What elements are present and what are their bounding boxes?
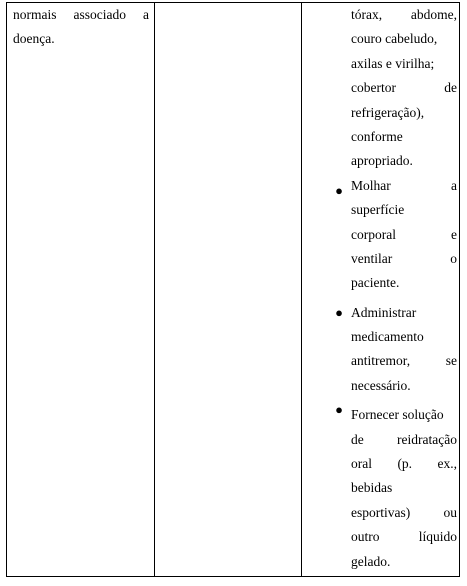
word: couro cabeludo, <box>351 31 438 47</box>
word: cobertor <box>351 80 396 96</box>
word: de <box>444 80 457 96</box>
left-cell-line-2: doença. <box>13 31 55 47</box>
word: corporal <box>351 226 396 242</box>
word: medicamento <box>351 329 424 345</box>
bullet-3-line <box>351 525 457 549</box>
word: Fornecer solução <box>351 407 444 423</box>
word: superfície <box>351 202 405 218</box>
word: refrigeração), <box>351 104 425 120</box>
continued-line <box>351 52 457 76</box>
word: antitremor, <box>351 353 411 369</box>
word: axilas e virilha; <box>351 55 435 71</box>
continued-line <box>351 101 457 125</box>
bullet-1-line <box>351 198 457 222</box>
word: associado <box>73 7 126 22</box>
bullet-3-line <box>351 501 457 525</box>
bullet-3-line <box>351 452 457 476</box>
bullet-3-line <box>351 550 457 574</box>
bullet-2-line <box>351 374 457 398</box>
bullet-2-line <box>351 325 457 349</box>
word: necessário. <box>351 377 411 393</box>
bullet-1-line <box>351 223 457 247</box>
word: Molhar <box>351 177 391 193</box>
bullet-3-line <box>351 428 457 452</box>
word: e <box>451 226 457 242</box>
word: a <box>142 7 149 22</box>
bullet-dot-icon: ● <box>335 304 343 320</box>
word: (p. <box>397 456 413 472</box>
word: tórax, <box>351 7 383 22</box>
word: bebidas <box>351 480 393 496</box>
word: líquido <box>418 529 457 545</box>
left-cell-line-1 <box>13 3 149 27</box>
word: apropriado. <box>351 153 413 169</box>
word: normais <box>13 7 57 22</box>
bullet-1-line <box>351 174 457 198</box>
right-cell-text <box>351 3 457 579</box>
word: outro <box>351 529 380 545</box>
bullet-2-line <box>351 349 457 373</box>
bullet-1-line <box>351 247 457 271</box>
word: gelado. <box>351 553 391 569</box>
bullet-3-line <box>351 476 457 500</box>
word: se <box>445 353 457 369</box>
left-cell-text <box>13 3 149 52</box>
word: ou <box>443 504 457 520</box>
word: esportivas) <box>351 504 411 520</box>
word: Administrar <box>351 304 417 320</box>
bullet-dot-icon: ● <box>335 402 343 418</box>
word: reidratação <box>397 431 457 447</box>
column-divider-2 <box>301 3 302 576</box>
word: ex., <box>437 456 457 472</box>
document-table <box>6 2 460 577</box>
word: de <box>351 431 364 447</box>
continued-line <box>351 149 457 173</box>
bullet-1-line <box>351 271 457 295</box>
continued-line <box>351 3 457 27</box>
word: paciente. <box>351 275 400 291</box>
continued-line <box>351 76 457 100</box>
bullet-dot-icon: ● <box>335 182 343 198</box>
word: a <box>451 177 457 193</box>
word: o <box>450 250 457 266</box>
column-divider-1 <box>154 3 155 576</box>
bullet-3-line <box>351 403 457 427</box>
word: ventilar <box>351 250 393 266</box>
word: abdome, <box>410 7 457 22</box>
continued-line <box>351 27 457 51</box>
continued-line <box>351 125 457 149</box>
word: oral <box>351 456 372 472</box>
bullet-2-line <box>351 301 457 325</box>
word: conforme <box>351 128 403 144</box>
